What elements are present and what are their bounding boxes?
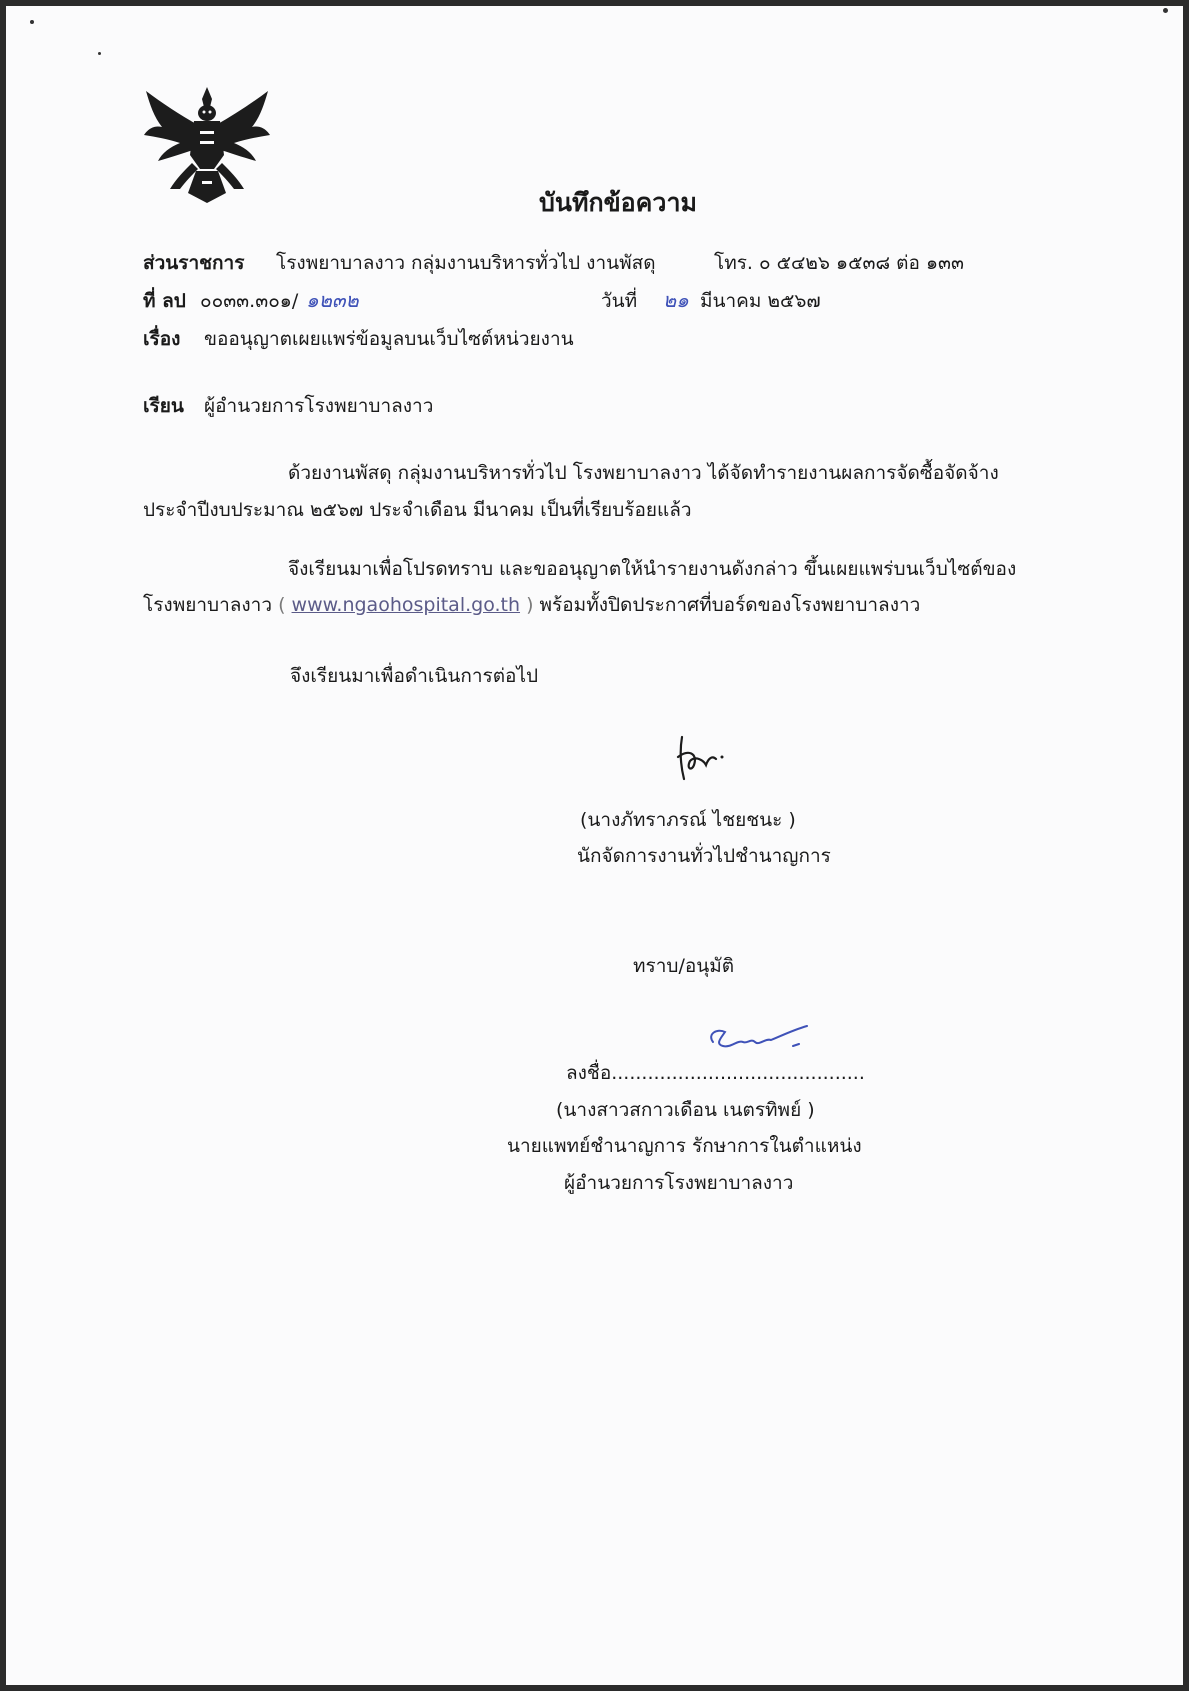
url-paren-close: ) bbox=[526, 594, 534, 616]
url-paren-open: ( bbox=[278, 594, 286, 616]
date-month-year: มีนาคม ๒๕๖๗ bbox=[700, 290, 821, 312]
signature-1-icon bbox=[670, 735, 730, 785]
agency-value: โรงพยาบาลงาว กลุ่มงานบริหารทั่วไป งานพัสดุ bbox=[276, 252, 656, 274]
para1-line2: ประจำปีงบประมาณ ๒๕๖๗ ประจำเดือน มีนาคม เป็นที่เรียบร้อยแล้ว bbox=[143, 499, 692, 521]
ref-label: ที่ ลป bbox=[143, 290, 186, 312]
salutation-label: เรียน bbox=[143, 395, 184, 417]
para2-line1: จึงเรียนมาเพื่อโปรดทราบ และขออนุญาตให้นำรายงานดังกล่าว ขึ้นเผยแพร่บนเว็บไซต์ของ bbox=[288, 558, 1017, 580]
phone-number: โทร. ๐ ๕๔๒๖ ๑๕๓๘ ต่อ ๑๓๓ bbox=[714, 252, 964, 274]
signer1-name: (นางภัทราภรณ์ ไชยชนะ ) bbox=[580, 809, 796, 831]
approval-status: ทราบ/อนุมัติ bbox=[633, 955, 735, 977]
approver-name: (นางสาวสกาวเดือน เนตรทิพย์ ) bbox=[556, 1099, 815, 1121]
subject-value: ขออนุญาตเผยแพร่ข้อมูลบนเว็บไซต์หน่วยงาน bbox=[204, 328, 574, 350]
salutation-value: ผู้อำนวยการโรงพยาบาลงาว bbox=[204, 395, 434, 417]
para3: จึงเรียนมาเพื่อดำเนินการต่อไป bbox=[290, 665, 539, 687]
garuda-emblem-icon bbox=[140, 85, 275, 205]
para2-hospital: โรงพยาบาลงาว bbox=[143, 594, 273, 616]
sign-label: ลงชื่อ.......................................... bbox=[566, 1062, 865, 1084]
ref-handwritten: ๑๒๓๒ bbox=[306, 288, 359, 312]
subject-label: เรื่อง bbox=[143, 328, 181, 350]
scan-speck bbox=[98, 52, 101, 55]
para1-line1: ด้วยงานพัสดุ กลุ่มงานบริหารทั่วไป โรงพยาบาลงาว ได้จัดทำรายงานผลการจัดซื้อจัดจ้าง bbox=[288, 462, 999, 484]
date-label: วันที่ bbox=[601, 290, 638, 312]
scan-speck bbox=[30, 20, 34, 24]
website-link[interactable]: www.ngaohospital.go.th bbox=[291, 594, 521, 616]
signature-2-icon bbox=[703, 1020, 813, 1060]
approver-position1: นายแพทย์ชำนาญการ รักษาการในตำแหน่ง bbox=[507, 1135, 862, 1157]
scan-speck bbox=[1163, 8, 1168, 13]
agency-label: ส่วนราชการ bbox=[143, 252, 245, 274]
date-day-handwritten: ๒๑ bbox=[663, 288, 689, 312]
para2-post: พร้อมทั้งปิดประกาศที่บอร์ดของโรงพยาบาลงาว bbox=[539, 594, 921, 616]
para2-line2 bbox=[143, 592, 920, 618]
approver-position2: ผู้อำนวยการโรงพยาบาลงาว bbox=[564, 1172, 794, 1194]
memo-title: บันทึกข้อความ bbox=[539, 188, 697, 217]
signer1-position: นักจัดการงานทั่วไปชำนาญการ bbox=[577, 845, 831, 867]
ref-number: ๐๐๓๓.๓๐๑/ bbox=[200, 290, 299, 312]
